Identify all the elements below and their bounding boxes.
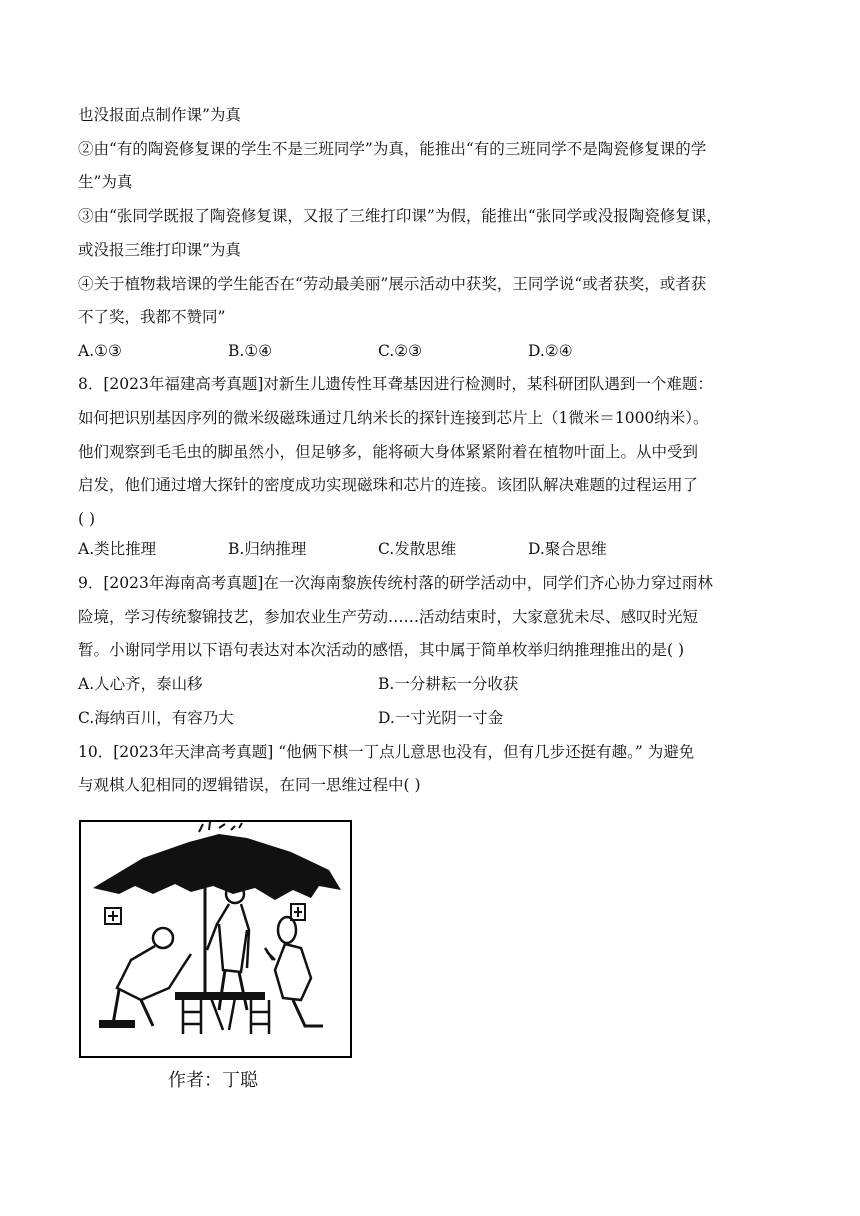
q7-option-c: C.②③ [378, 342, 423, 360]
q9-option-c: C.海纳百川，有容乃大 [78, 709, 234, 727]
q7-statement-4-line-1: ④关于植物栽培课的学生能否在“劳动最美丽”展示活动中获奖，王同学说“或者获奖，或者获 [78, 275, 707, 293]
q8-line-3: 他们观察到毛毛虫的脚虽然小，但足够多，能将硕大身体紧紧附着在植物叶面上。从中受到 [78, 443, 699, 461]
q8-option-a: A.类比推理 [78, 540, 157, 558]
q8-option-c: C.发散思维 [378, 540, 457, 558]
q8-option-d: D.聚合思维 [528, 540, 607, 558]
q9-option-b: B.一分耕耘一分收获 [378, 675, 519, 693]
q8-answer-blank: ( ) [78, 510, 96, 528]
q8-line-2: 如何把识别基因序列的微米级磁珠通过几纳米长的探针连接到芯片上（1微米＝1000纳米）。 [78, 409, 709, 427]
q10-line-2: 与观棋人犯相同的逻辑错误，在同一思维过程中( ) [78, 776, 421, 794]
cartoon-chess-watchers [79, 820, 352, 1058]
q8-line-1: 8．[2023年福建高考真题]对新生儿遗传性耳聋基因进行检测时，某科研团队遇到一个难题： [78, 375, 713, 393]
q9-line-2: 险境，学习传统黎锦技艺，参加农业生产劳动……活动结束时，大家意犹未尽、感叹时光短 [78, 608, 699, 626]
q9-option-a: A.人心齐，泰山移 [78, 675, 203, 693]
q7-option-b: B.①④ [228, 342, 273, 360]
q8-line-4: 启发，他们通过增大探针的密度成功实现磁珠和芯片的连接。该团队解决难题的过程运用了 [78, 476, 699, 494]
q9-line-3: 暂。小谢同学用以下语句表达对本次活动的感悟，其中属于简单枚举归纳推理推出的是( ) [78, 641, 685, 659]
cartoon-caption: 作者：丁聪 [168, 1070, 258, 1091]
q7-statement-4-line-2: 不了奖，我都不赞同” [78, 308, 226, 326]
q7-statement-2-line-2: 生”为真 [78, 173, 133, 191]
q7-statement-3-line-2: 或没报三维打印课”为真 [78, 241, 241, 259]
q7-statement-3-line-1: ③由“张同学既报了陶瓷修复课，又报了三维打印课”为假，能推出“张同学或没报陶瓷修复课， [78, 207, 722, 225]
q7-statement-1-tail: 也没报面点制作课”为真 [78, 106, 241, 124]
q7-option-d: D.②④ [528, 342, 573, 360]
q9-option-d: D.一寸光阴一寸金 [378, 709, 504, 727]
q8-option-b: B.归纳推理 [228, 540, 307, 558]
q9-line-1: 9．[2023年海南高考真题]在一次海南黎族传统村落的研学活动中，同学们齐心协力穿过雨林 [78, 574, 713, 592]
q7-option-a: A.①③ [78, 342, 122, 360]
q10-line-1: 10．[2023年天津高考真题] “他俩下棋一丁点儿意思也没有，但有几步还挺有趣。” 为避免 [78, 743, 695, 761]
q7-statement-2-line-1: ②由“有的陶瓷修复课的学生不是三班同学”为真，能推出“有的三班同学不是陶瓷修复课的学 [78, 140, 707, 158]
